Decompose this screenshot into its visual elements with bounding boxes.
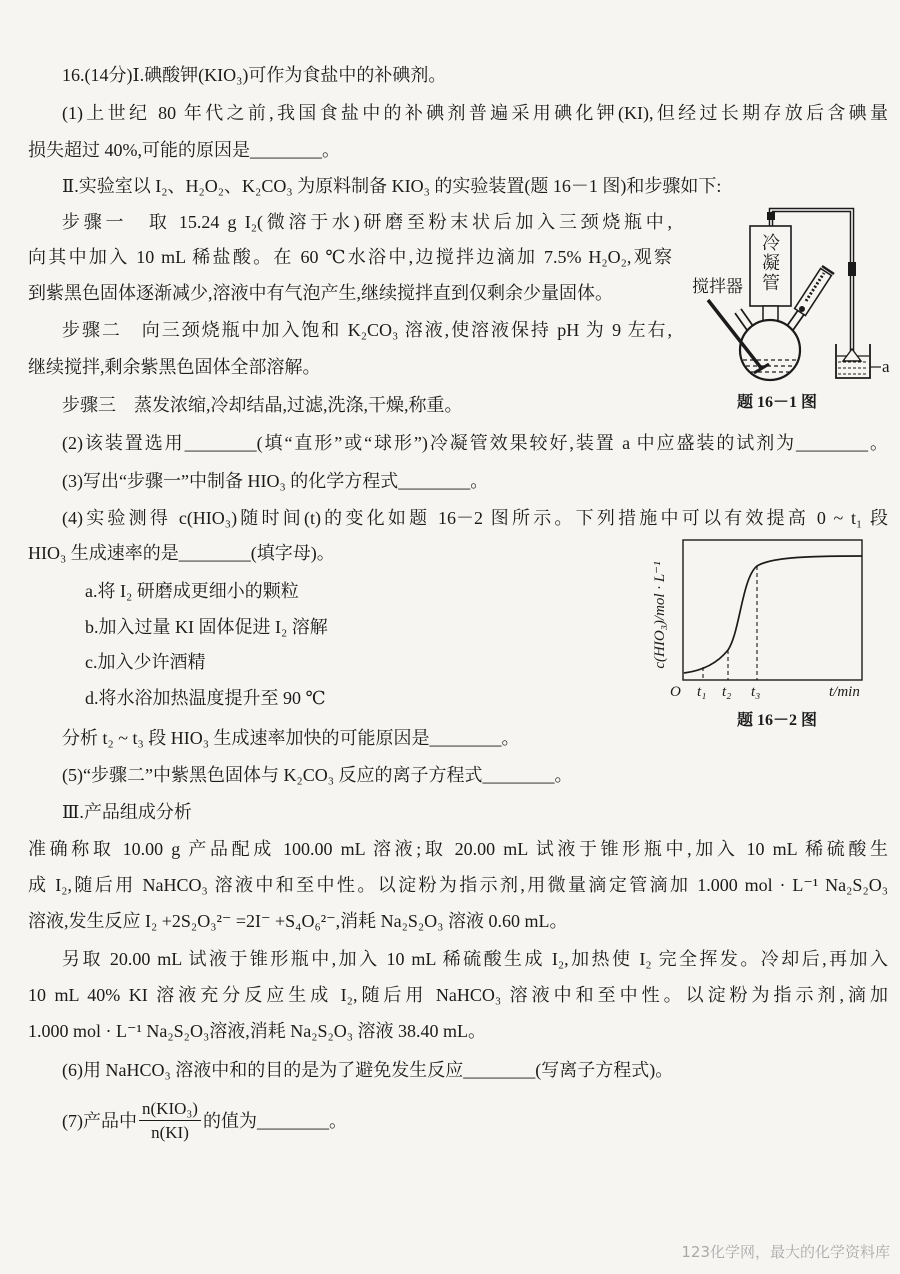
condenser-label: 冷凝管 xyxy=(760,233,780,293)
x-tick-t1: t₁ xyxy=(697,684,707,700)
q5-line: (5)“步骤二”中紫黑色固体与 K₂CO₃ 反应的离子方程式________。 xyxy=(62,765,573,785)
figure-16-1-caption: 题 16－1 图 xyxy=(737,394,818,411)
x-axis-label: t/min xyxy=(829,684,860,700)
para1-line-2: 成 I₂,随后用 NaHCO₃ 溶液中和至中性。以淀粉为指示剂,用微量滴定管滴加 1.000 mol · L⁻¹ Na₂S₂O₃ xyxy=(28,875,888,895)
q4-option-c: c.加入少许酒精 xyxy=(85,652,206,672)
para1-line-1: 准确称取 10.00 g 产品配成 100.00 mL 溶液;取 20.00 mL 试液于锥形瓶中,加入 10 mL 稀硫酸生 xyxy=(28,839,888,859)
q4-option-d: d.将水浴加热温度提升至 90 ℃ xyxy=(85,688,326,708)
para2-line-2: 10 mL 40% KI 溶液充分反应生成 I₂,随后用 NaHCO₃ 溶液中和至中性。以淀粉为指示剂,滴加 xyxy=(28,985,888,1005)
q7-prefix: (7)产品中 xyxy=(62,1111,137,1131)
step2-line-2: 继续搅拌,剩余紫黑色固体全部溶解。 xyxy=(28,357,321,377)
y-axis-label: c(HIO₃)/mol · L⁻¹ xyxy=(652,561,668,669)
dropping-funnel xyxy=(795,266,834,316)
q4-stem-line-1: (4)实验测得 c(HIO₃)随时间(t)的变化如题 16－2 图所示。下列措施中可以有效提高 0 ~ t₁ 段 xyxy=(62,508,888,528)
stirrer-label: 搅拌器 xyxy=(692,277,743,296)
site-watermark: 123化学网，最大的化学资料库 xyxy=(681,1243,890,1261)
q6-line: (6)用 NaHCO₃ 溶液中和的目的是为了避免发生反应________(写离子方程式)。 xyxy=(62,1060,674,1080)
para1-line-3: 溶液,发生反应 I₂ +2S₂O₃²⁻ =2I⁻ +S₄O₆²⁻,消耗 Na₂S₂O₃ 溶液 0.60 mL。 xyxy=(28,911,568,931)
absorption-beaker xyxy=(836,344,881,378)
q3-line: (3)写出“步骤一”中制备 HIO₃ 的化学方程式________。 xyxy=(62,471,489,491)
q7-fraction xyxy=(139,1097,201,1144)
q1-line-1: (1)上世纪 80 年代之前,我国食盐中的补碘剂普遍采用碘化钾(KI),但经过长期存放后含碘量 xyxy=(62,103,888,123)
q4-option-a: a.将 I₂ 研磨成更细小的颗粒 xyxy=(85,581,299,601)
q2-line: (2)该装置选用________(填“直形”或“球形”)冷凝管效果较好,装置 a 中应盛装的试剂为________。 xyxy=(62,433,888,453)
q7-line xyxy=(62,1094,347,1146)
part-ii-intro: Ⅱ.实验室以 I₂、H₂O₂、K₂CO₃ 为原料制备 KIO₃ 的实验装置(题 16－1 图)和步骤如下: xyxy=(62,176,722,196)
para2-line-1: 另取 20.00 mL 试液于锥形瓶中,加入 10 mL 稀硫酸生成 I₂,加热使 I₂ 完全挥发。冷却后,再加入 xyxy=(62,949,888,969)
q4-stem-line-2: HIO₃ 生成速率的是________(填字母)。 xyxy=(28,543,335,563)
q7-suffix: 的值为________。 xyxy=(202,1111,347,1131)
step1-line-3: 到紫黑色固体逐渐减少,溶液中有气泡产生,继续搅拌直到仅剩余少量固体。 xyxy=(28,283,613,303)
q7-numerator: n(KIO₃) xyxy=(139,1097,201,1121)
x-tick-t3: t₃ xyxy=(751,684,761,700)
apparatus-diagram xyxy=(688,200,894,396)
part-iii-heading: Ⅲ.产品组成分析 xyxy=(62,802,192,822)
concentration-curve xyxy=(684,556,862,673)
q1-line-2: 损失超过 40%,可能的原因是________。 xyxy=(28,140,340,160)
question-title: 16.(14分)Ⅰ.碘酸钾(KIO₃)可作为食盐中的补碘剂。 xyxy=(62,65,447,85)
step2-line-1: 步骤二 向三颈烧瓶中加入饱和 K₂CO₃ 溶液,使溶液保持 pH 为 9 左右, xyxy=(62,320,672,340)
step1-line-1: 步骤一 取 15.24 g I₂(微溶于水)研磨至粉末状后加入三颈烧瓶中, xyxy=(62,212,672,232)
q4-option-b: b.加入过量 KI 固体促进 I₂ 溶解 xyxy=(85,617,328,637)
q7-denominator: n(KI) xyxy=(151,1122,189,1142)
q4-analysis-line: 分析 t₂ ~ t₃ 段 HIO₃ 生成速率加快的可能原因是________。 xyxy=(62,728,520,748)
step3-line: 步骤三 蒸发浓缩,冷却结晶,过滤,洗涤,干燥,称重。 xyxy=(62,395,463,415)
concentration-time-plot xyxy=(645,530,885,705)
step1-line-2: 向其中加入 10 mL 稀盐酸。在 60 ℃水浴中,边搅拌边滴加 7.5% H₂O₂,观察 xyxy=(28,247,672,267)
vessel-a-label: a xyxy=(882,357,890,376)
origin-label: O xyxy=(670,684,681,700)
figure-16-2-caption: 题 16－2 图 xyxy=(737,712,818,729)
para2-line-3: 1.000 mol · L⁻¹ Na₂S₂O₃溶液,消耗 Na₂S₂O₃ 溶液 38.40 mL。 xyxy=(28,1021,487,1041)
x-tick-t2: t₂ xyxy=(722,684,732,700)
